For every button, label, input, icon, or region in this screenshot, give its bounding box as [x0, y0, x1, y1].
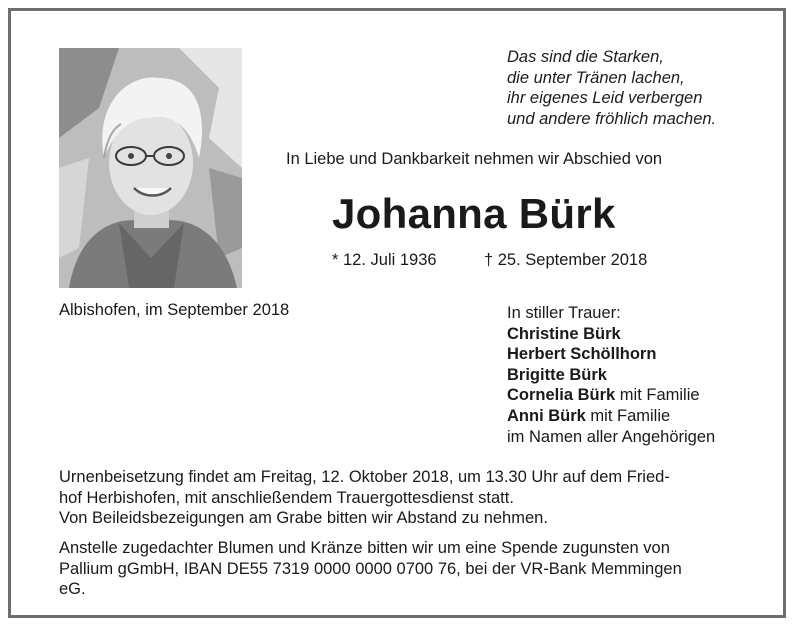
poem-line: Das sind die Starken,	[507, 48, 664, 66]
donation-line: eG.	[59, 580, 86, 598]
mourner-entry	[507, 385, 715, 406]
place-date: Albishofen, im September 2018	[59, 301, 290, 319]
mourners-heading: In stiller Trauer:	[507, 304, 621, 322]
poem-line: die unter Tränen lachen,	[507, 68, 685, 87]
mourner-suffix: mit Familie	[585, 406, 671, 425]
mourner-entry	[507, 324, 715, 345]
mourners-footer: im Namen aller Angehörigen	[507, 427, 716, 446]
donation-line: Anstelle zugedachter Blumen und Kränze bitten wir um eine Spende zugunsten von	[59, 539, 670, 557]
death-date: † 25. September 2018	[484, 251, 648, 269]
poem	[507, 47, 716, 129]
mourner-entry	[507, 344, 715, 365]
funeral-line: Von Beileidsbezeigungen am Grabe bitten wir Abstand zu nehmen.	[59, 509, 548, 527]
mourner-name: Brigitte Bürk	[507, 365, 607, 384]
mourner-name: Christine Bürk	[507, 324, 621, 343]
mourner-name: Herbert Schöllhorn	[507, 345, 657, 364]
mourner-name: Anni Bürk	[507, 406, 586, 425]
mourners-list	[507, 303, 715, 447]
portrait-photo	[59, 48, 242, 288]
mourner-entry	[507, 406, 715, 427]
funeral-line: Urnenbeisetzung findet am Freitag, 12. Oktober 2018, um 13.30 Uhr auf dem Fried-	[59, 468, 670, 486]
funeral-line: hof Herbishofen, mit anschließendem Trauergottesdienst statt.	[59, 488, 514, 507]
funeral-info	[59, 467, 759, 529]
deceased-name: Johanna Bürk	[332, 190, 616, 237]
mourner-entry	[507, 365, 715, 386]
intro-text: In Liebe und Dankbarkeit nehmen wir Abschied von	[286, 150, 663, 168]
donation-info	[59, 538, 759, 600]
mourner-name: Cornelia Bürk	[507, 386, 616, 405]
birth-date: * 12. Juli 1936	[332, 251, 437, 269]
donation-line: Pallium gGmbH, IBAN DE55 7319 0000 0000 0700 76, bei der VR-Bank Memmingen	[59, 559, 682, 578]
poem-line: ihr eigenes Leid verbergen	[507, 89, 703, 107]
poem-line: und andere fröhlich machen.	[507, 109, 717, 128]
mourner-suffix: mit Familie	[615, 386, 700, 405]
